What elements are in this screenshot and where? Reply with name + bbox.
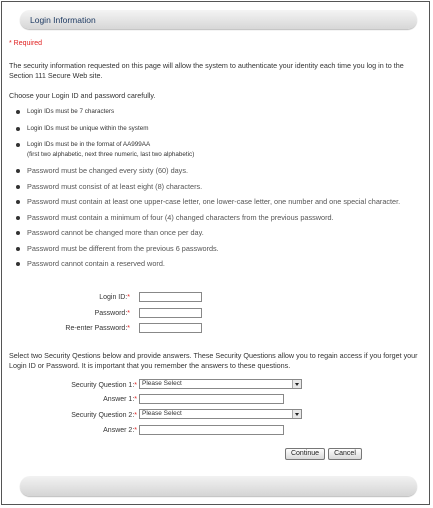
rule-subtext: (first two alphabetic, next three numeric, last two alphabetic)	[27, 150, 195, 158]
chevron-down-icon	[292, 380, 301, 388]
rule-item: Login IDs must be 7 characters	[16, 107, 406, 117]
rule-item: Login IDs must be unique within the system	[16, 124, 406, 134]
reenter-password-label: Re-enter Password:*	[65, 325, 130, 332]
security-question-1-select[interactable]: Please Select	[139, 379, 302, 389]
answer-1-label: Answer 1:*	[103, 396, 137, 403]
security-question-1-label: Security Question 1:*	[71, 382, 137, 389]
reenter-password-input[interactable]	[139, 323, 202, 333]
password-label: Password:*	[94, 310, 130, 317]
rule-item: Password must be changed every sixty (60) days.	[16, 166, 406, 176]
chevron-down-icon	[292, 410, 301, 418]
continue-button[interactable]: Continue	[285, 448, 325, 460]
rule-item: Login IDs must be in the format of AA999AA (first two alphabetic, next three numeric, last two alphabetic)	[16, 140, 406, 159]
page-title: Login Information	[30, 15, 96, 25]
rule-item: Password must contain at least one upper-case letter, one lower-case letter, one number and one special character.	[16, 197, 406, 207]
rule-item: Password cannot be changed more than once per day.	[16, 228, 406, 238]
intro-text: The security information requested on this page will allow the system to authenticate your identity each time you log in to the Section 111 Secure Web site.	[9, 61, 404, 80]
answer-2-input[interactable]	[139, 425, 284, 435]
login-id-label: Login ID:*	[99, 294, 130, 301]
answer-1-input[interactable]	[139, 394, 284, 404]
rule-item: Password must consist of at least eight (8) characters.	[16, 182, 406, 192]
footer-bar	[20, 476, 417, 496]
rule-item: Password must be different from the previous 6 passwords.	[16, 244, 406, 254]
security-question-2-select[interactable]: Please Select	[139, 409, 302, 419]
rule-item: Password cannot contain a reserved word.	[16, 259, 406, 269]
page-frame	[1, 1, 430, 505]
password-input[interactable]	[139, 308, 202, 318]
required-note: * Required	[9, 40, 43, 47]
rule-item: Password must contain a minimum of four (4) changed characters from the previous password.	[16, 213, 406, 223]
login-id-input[interactable]	[139, 292, 202, 302]
answer-2-label: Answer 2:*	[103, 427, 137, 434]
security-instructions: Select two Security Qestions below and provide answers. These Security Questions allow you to regain access if you forget your Login ID or Password. It is important that you remember the answers to these questions.	[9, 351, 418, 370]
choose-text: Choose your Login ID and password carefully.	[9, 91, 156, 100]
header-bar	[20, 10, 417, 29]
security-question-2-label: Security Question 2:*	[71, 412, 137, 419]
rules-list	[16, 107, 406, 269]
cancel-button[interactable]: Cancel	[328, 448, 362, 460]
